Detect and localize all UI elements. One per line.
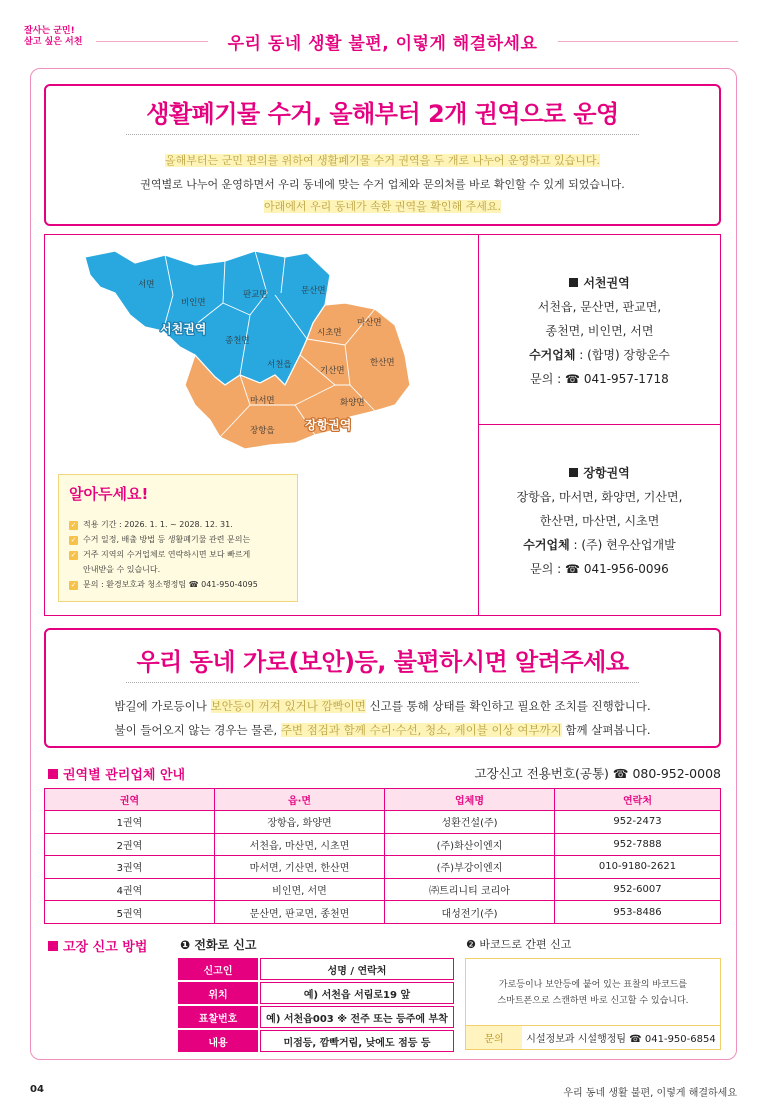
- check-icon: ✓: [70, 581, 77, 589]
- cell-phone: 010-9180-2621: [555, 856, 721, 879]
- region-janghang-contact: 문의 : ☎ 041-956-0096: [530, 562, 669, 576]
- cell-phone: 953-8486: [555, 901, 721, 924]
- check-icon: ✓: [70, 551, 77, 559]
- streetlight-section-title: 우리 동네 가로(보안)등, 불편하시면 알려주세요: [136, 648, 629, 676]
- cell-area: 마서면, 기산면, 한산면: [215, 856, 385, 879]
- brand-line-2: 살고 싶은 서천: [24, 37, 83, 47]
- field-value: 예) 서천읍 서림로19 앞: [260, 982, 454, 1004]
- table-heading: 권역별 관리업체 안내: [48, 764, 185, 783]
- notice-item: ✓ 거주 지역의 수거업체로 연락하시면 보다 빠르게: [70, 550, 251, 559]
- intro-line-2: 권역별로 나누어 운영하면서 우리 동네에 맞는 수거 업체와 문의처를 바로 확인할 수 있게 되었습니다.: [140, 178, 625, 191]
- region-seocheon-title: 서천권역: [479, 271, 720, 295]
- cell-company: (주)부강이엔지: [385, 856, 555, 879]
- contractor-table: [44, 788, 721, 924]
- region-seocheon-contact: 문의 : ☎ 041-957-1718: [530, 372, 669, 386]
- streetlight-line-2: 불이 들어오지 않는 경우는 물론, 주변 점검과 함께 수리·수선, 청소, 케이블 이상 여부까지 함께 살펴봅니다.: [114, 723, 651, 737]
- map-label-pangyomyeon: 판교면: [243, 290, 268, 300]
- intro-line-1: 올해부터는 군민 편의를 위하여 생활폐기물 수거 권역을 두 개로 나누어 운영하고 있습니다.: [164, 154, 601, 167]
- map-label-gisanmyeon: 기산면: [320, 366, 345, 376]
- zone-seocheon-area: [85, 251, 330, 385]
- col-header: 업체명: [385, 789, 555, 811]
- map-label-maseomyeon: 마서면: [250, 396, 275, 406]
- notice-list: [69, 517, 258, 592]
- report-field-row: [178, 1006, 454, 1028]
- col-header: 권역: [45, 789, 215, 811]
- barcode-description: 가로등이나 보안등에 붙어 있는 표찰의 바코드를 스마트폰으로 스캔하면 바로 신고할 수 있습니다.: [497, 980, 689, 1006]
- report-field-row: [178, 982, 454, 1004]
- contact-label: 문의: [466, 1026, 522, 1049]
- report-heading: 고장 신고 방법: [48, 936, 147, 955]
- map-label-jongcheonmyeon: 종천면: [225, 336, 250, 346]
- report-hotline[interactable]: 고장신고 전용번호(공통) ☎ 080-952-0008: [474, 766, 721, 781]
- field-value: 예) 서천읍003 ※ 전주 또는 등주에 부착: [260, 1006, 454, 1028]
- cell-zone: 1권역: [45, 811, 215, 834]
- waste-section-title: 생활폐기물 수거, 올해부터 2개 권역으로 운영: [146, 100, 619, 128]
- region-seocheon-areas-2: 종천면, 비인면, 서면: [545, 324, 654, 338]
- notice-item: ✓ 적용 기간 : 2026. 1. 1. ~ 2028. 12. 31.: [70, 520, 233, 529]
- barcode-report-heading: ❷ 바코드로 간편 신고: [466, 938, 572, 951]
- notice-sticky-note: [58, 474, 298, 602]
- streetlight-section-intro: [44, 628, 721, 748]
- region-seocheon-company: 수거업체 : (합명) 장항운수: [529, 348, 670, 362]
- field-label: 내용: [178, 1030, 258, 1052]
- phone-icon: ☎: [565, 372, 580, 386]
- cell-area: 서천읍, 마산면, 시초면: [215, 833, 385, 856]
- report-field-row: [178, 1030, 454, 1052]
- map-label-seomyeon: 서면: [138, 280, 155, 290]
- cell-company: 대성전기(주): [385, 901, 555, 924]
- table-row: [45, 901, 721, 924]
- notice-item: 안내받을 수 있습니다.: [83, 565, 161, 574]
- field-value: 성명 / 연락처: [260, 958, 454, 980]
- intro-line-3: 아래에서 우리 동네가 속한 권역을 확인해 주세요.: [264, 200, 501, 213]
- map-label-sichomyeon: 시초면: [317, 328, 342, 338]
- phone-report-fields: [178, 958, 454, 1054]
- map-label-janghangeup: 장항읍: [250, 426, 275, 436]
- map-label-masanmyeon: 마산면: [357, 318, 382, 328]
- field-label: 신고인: [178, 958, 258, 980]
- cell-zone: 3권역: [45, 856, 215, 879]
- report-field-row: [178, 958, 454, 980]
- zone-label-seocheon: 서천권역: [160, 322, 207, 336]
- check-icon: ✓: [70, 536, 77, 544]
- cell-area: 문산면, 판교면, 종천면: [215, 901, 385, 924]
- divider: [126, 134, 639, 135]
- region-seocheon-areas-1: 서천읍, 문산면, 판교면,: [537, 300, 662, 314]
- phone-report-heading: ❶ 전화로 신고: [180, 938, 257, 952]
- field-label: 위치: [178, 982, 258, 1004]
- phone-icon: ☎: [565, 562, 580, 576]
- footer-title: 우리 동네 생활 불편, 이렇게 해결하세요: [563, 1088, 737, 1099]
- cell-company: (주)화산이엔지: [385, 833, 555, 856]
- col-header: 연락처: [555, 789, 721, 811]
- cell-phone: 952-6007: [555, 878, 721, 901]
- cell-zone: 5권역: [45, 901, 215, 924]
- cell-area: 장항읍, 화양면: [215, 811, 385, 834]
- field-label: 표찰번호: [178, 1006, 258, 1028]
- cell-phone: 952-7888: [555, 833, 721, 856]
- zone-label-janghang: 장항권역: [305, 418, 352, 432]
- region-janghang-areas-2: 한산면, 마산면, 시초면: [539, 514, 660, 528]
- map-label-munsanmyeon: 문산면: [301, 286, 326, 296]
- region-janghang-info: [479, 425, 721, 616]
- col-header: 읍·면: [215, 789, 385, 811]
- map-label-biinmyeon: 비인면: [181, 298, 206, 308]
- check-icon: ✓: [70, 521, 77, 529]
- barcode-contact: [466, 1025, 720, 1049]
- map-label-hwayangmyeon: 화양면: [340, 398, 365, 408]
- region-janghang-areas-1: 장항읍, 마서면, 화양면, 기산면,: [516, 490, 683, 504]
- cell-area: 비인면, 서면: [215, 878, 385, 901]
- notice-title: 알아두세요!: [69, 485, 149, 503]
- brand-line-1: 잘사는 군민!: [24, 26, 75, 36]
- region-seocheon-phone[interactable]: 041-957-1718: [583, 372, 669, 386]
- cell-company: ㈜트리니티 코리아: [385, 878, 555, 901]
- region-janghang-company: 수거업체 : (주) 현우산업개발: [523, 538, 676, 552]
- map-label-hansanmyeon: 한산면: [370, 358, 395, 368]
- notice-item: ✓ 문의 : 환경보호과 청소행정팀 ☎ 041-950-4095: [70, 580, 258, 589]
- notice-item: ✓ 수거 일정, 배출 방법 등 생활폐기물 관련 문의는: [70, 535, 251, 544]
- table-row: [45, 856, 721, 879]
- table-header-row: [45, 789, 721, 811]
- cell-zone: 2권역: [45, 833, 215, 856]
- cell-company: 성환건설(주): [385, 811, 555, 834]
- field-value: 미점등, 깜빡거림, 낮에도 점등 등: [260, 1030, 454, 1052]
- cell-zone: 4권역: [45, 878, 215, 901]
- region-seocheon-info: [479, 234, 721, 425]
- page-title: 우리 동네 생활 불편, 이렇게 해결하세요: [0, 29, 765, 54]
- table-row: [45, 878, 721, 901]
- page-number: 04: [30, 1084, 44, 1095]
- map-label-seocheoneup: 서천읍: [267, 360, 292, 370]
- cell-phone: 952-2473: [555, 811, 721, 834]
- table-row: [45, 811, 721, 834]
- divider: [126, 682, 639, 683]
- contact-value[interactable]: 시설정보과 시설행정팀 ☎ 041-950-6854: [526, 1034, 716, 1045]
- region-janghang-title: 장항권역: [479, 461, 720, 485]
- waste-section-intro: [44, 84, 721, 226]
- barcode-report-box: [465, 958, 721, 1050]
- region-janghang-phone[interactable]: 041-956-0096: [583, 562, 669, 576]
- table-row: [45, 833, 721, 856]
- streetlight-line-1: 밤길에 가로등이나 보안등이 꺼져 있거나 깜빡이면 신고를 통해 상태를 확인하고 필요한 조치를 진행합니다.: [114, 699, 651, 713]
